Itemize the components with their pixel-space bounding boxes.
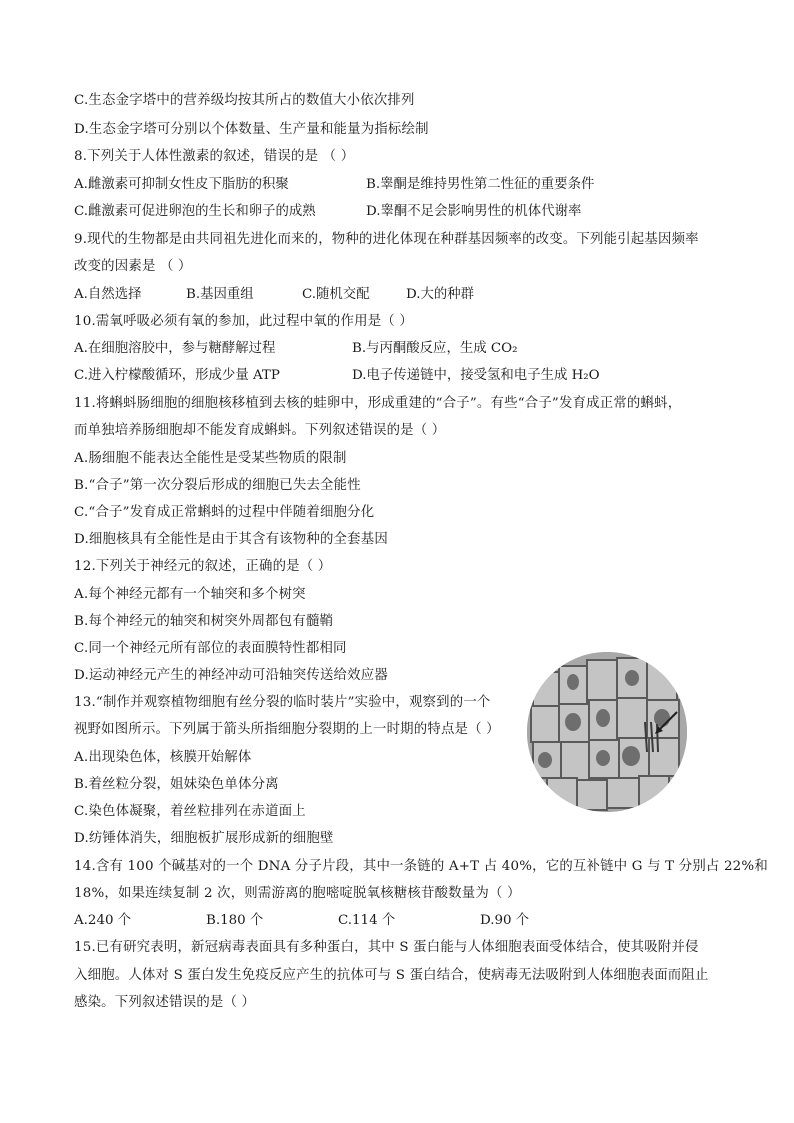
text-line-l29: 14.含有 100 个碱基对的一个 DNA 分子片段，其中一条链的 A+T 占 40%，它的互补链中 G 与 T 分别占 22%和 [74, 859, 768, 874]
text-line-l16: C.“合子”发育成正常蝌蚪的过程中伴随着细胞分化 [74, 505, 375, 520]
text-line-l14: A.肠细胞不能表达全能性是受某些物质的限制 [74, 451, 347, 466]
option-o14c: C.114 个 [338, 913, 396, 928]
option-o9b: B.基因重组 [186, 287, 254, 302]
text-line-l25: A.出现染色体，核膜开始解体 [74, 750, 252, 765]
option-o9a: A.自然选择 [74, 287, 142, 302]
option-o14d: D.90 个 [480, 913, 530, 928]
option-o9c: C.随机交配 [302, 287, 370, 302]
text-line-l28: D.纺锤体消失，细胞板扩展形成新的细胞壁 [74, 831, 334, 846]
option-o14b: B.180 个 [206, 913, 264, 928]
option-o10d: D.电子传递链中，接受氢和电子生成 H₂O [352, 368, 600, 383]
text-line-l13: 而单独培养肠细胞却不能发育成蝌蚪。下列叙述错误的是（ ） [74, 423, 446, 438]
option-o8a: A.雌激素可抑制女性皮下脂肪的积聚 [74, 177, 289, 192]
text-line-l18: 12.下列关于神经元的叙述，正确的是（ ） [74, 559, 332, 574]
text-line-l1: C.生态金字塔中的营养级均按其所占的数值大小依次排列 [74, 93, 415, 108]
text-line-l3: 8.下列关于人体性激素的叙述，错误的是 （ ） [74, 149, 355, 164]
text-line-l17: D.细胞核具有全能性是由于其含有该物种的全套基因 [74, 532, 388, 547]
text-line-l24: 视野如图所示。下列属于箭头所指细胞分裂期的上一时期的特点是（ ） [74, 722, 500, 737]
text-line-l26: B.着丝粒分裂，姐妹染色单体分离 [74, 777, 279, 792]
text-line-l15: B.“合子”第一次分裂后形成的细胞已失去全能性 [74, 478, 361, 493]
option-o10c: C.进入柠檬酸循环，形成少量 ATP [74, 368, 280, 383]
microscope-image [527, 652, 687, 812]
text-line-l30: 18%，如果连续复制 2 次，则需游离的胞嘧啶脱氧核糖核苷酸数量为（ ） [74, 886, 521, 901]
text-line-l23: 13.“制作并观察植物细胞有丝分裂的临时装片”实验中，观察到的一个 [74, 695, 491, 710]
option-o10a: A.在细胞溶胶中，参与糖酵解过程 [74, 341, 276, 356]
text-line-l2: D.生态金字塔可分别以个体数量、生产量和能量为指标绘制 [74, 122, 429, 137]
option-o8c: C.雌激素可促进卵泡的生长和卵子的成熟 [74, 204, 316, 219]
text-line-l27: C.染色体凝聚，着丝粒排列在赤道面上 [74, 804, 306, 819]
text-line-l19: A.每个神经元都有一个轴突和多个树突 [74, 587, 306, 602]
text-line-l12: 11.将蝌蚪肠细胞的细胞核移植到去核的蛙卵中，形成重建的“合子”。有些“合子”发育成正常的蝌蚪， [74, 396, 682, 411]
option-o8d: D.睾酮不足会影响男性的机体代谢率 [366, 204, 582, 219]
option-o10b: B.与丙酮酸反应，生成 CO₂ [352, 341, 518, 356]
text-line-l34: 感染。下列叙述错误的是（ ） [74, 995, 256, 1010]
option-o8b: B.睾酮是维持男性第二性征的重要条件 [366, 177, 595, 192]
option-o9d: D.大的种群 [406, 287, 475, 302]
text-line-l7: 改变的因素是 （ ） [74, 259, 192, 274]
text-line-l9: 10.需氧呼吸必须有氧的参加，此过程中氧的作用是（ ） [74, 314, 413, 329]
text-line-l22: D.运动神经元产生的神经冲动可沿轴突传送给效应器 [74, 668, 388, 683]
text-line-l32: 15.已有研究表明，新冠病毒表面具有多种蛋白，其中 S 蛋白能与人体细胞表面受体结合，使其吸附并侵 [74, 940, 699, 955]
text-line-l33: 入细胞。人体对 S 蛋白发生免疫反应产生的抗体可与 S 蛋白结合，使病毒无法吸附到人体细胞表面而阻止 [74, 968, 709, 983]
cell-micrograph [527, 652, 687, 812]
text-line-l20: B.每个神经元的轴突和树突外周都包有髓鞘 [74, 614, 334, 629]
text-line-l21: C.同一个神经元所有部位的表面膜特性都相同 [74, 641, 347, 656]
option-o14a: A.240 个 [74, 913, 132, 928]
text-line-l6: 9.现代的生物都是由共同祖先进化而来的，物种的进化体现在种群基因频率的改变。下列能引起基因频率 [74, 232, 699, 247]
